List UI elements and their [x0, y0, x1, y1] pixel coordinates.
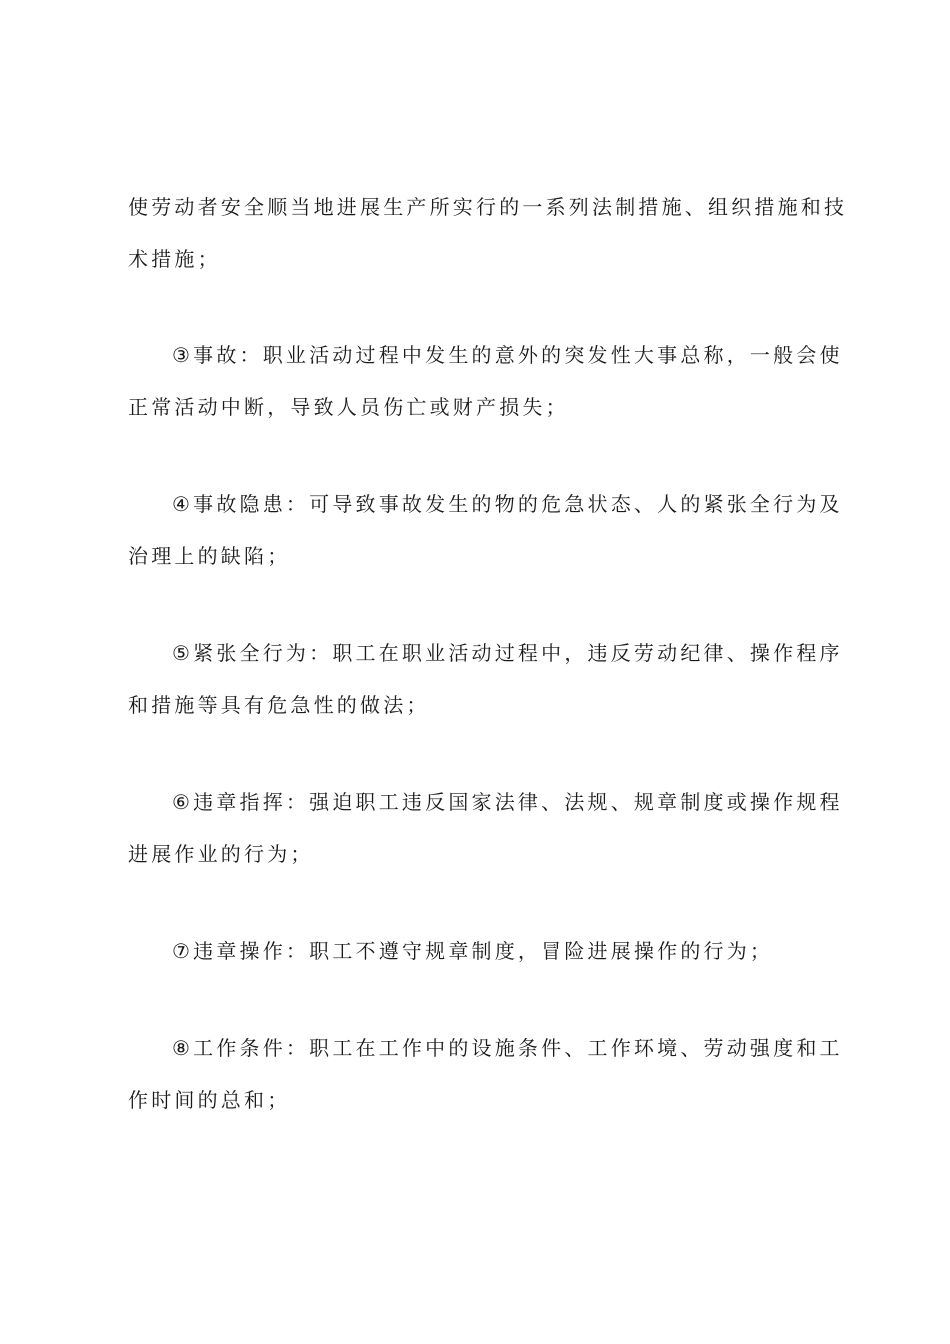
- paragraph-line: 和措施等具有危急性的做法；: [128, 693, 430, 717]
- paragraph-line: ⑦违章操作：职工不遵守规章制度，冒险进展操作的行为；: [172, 939, 774, 963]
- paragraph-accident-definition: [128, 329, 843, 433]
- paragraph-line: 术措施；: [128, 247, 221, 271]
- paragraph-line: ③事故：职业活动过程中发生的意外的突发性大事总称，一般会使: [172, 343, 843, 367]
- paragraph-line: 作时间的总和；: [128, 1088, 291, 1112]
- paragraph-line: 使劳动者安全顺当地进展生产所实行的一系列法制措施、组织措施和技: [128, 195, 848, 219]
- paragraph-line: 正常活动中断，导致人员伤亡或财产损失；: [128, 395, 569, 419]
- paragraph-line: ④事故隐患：可导致事故发生的物的危急状态、人的紧张全行为及: [172, 492, 843, 516]
- paragraph-working-conditions-definition: [128, 1022, 843, 1126]
- paragraph-line: 进展作业的行为；: [128, 842, 314, 866]
- paragraph-accident-hazard-definition: [128, 478, 843, 582]
- paragraph-illegal-command-definition: [128, 776, 843, 880]
- paragraph-safety-measures-continuation: [128, 181, 848, 285]
- paragraph-line: 治理上的缺陷；: [128, 544, 291, 568]
- paragraph-illegal-operation-definition: [128, 925, 830, 977]
- paragraph-line: ⑥违章指挥：强迫职工违反国家法律、法规、规章制度或操作规程: [172, 790, 843, 814]
- paragraph-line: ⑤紧张全行为：职工在职业活动过程中，违反劳动纪律、操作程序: [172, 641, 843, 665]
- paragraph-unsafe-behavior-definition: [128, 627, 843, 731]
- paragraph-line: ⑧工作条件：职工在工作中的设施条件、工作环境、劳动强度和工: [172, 1036, 843, 1060]
